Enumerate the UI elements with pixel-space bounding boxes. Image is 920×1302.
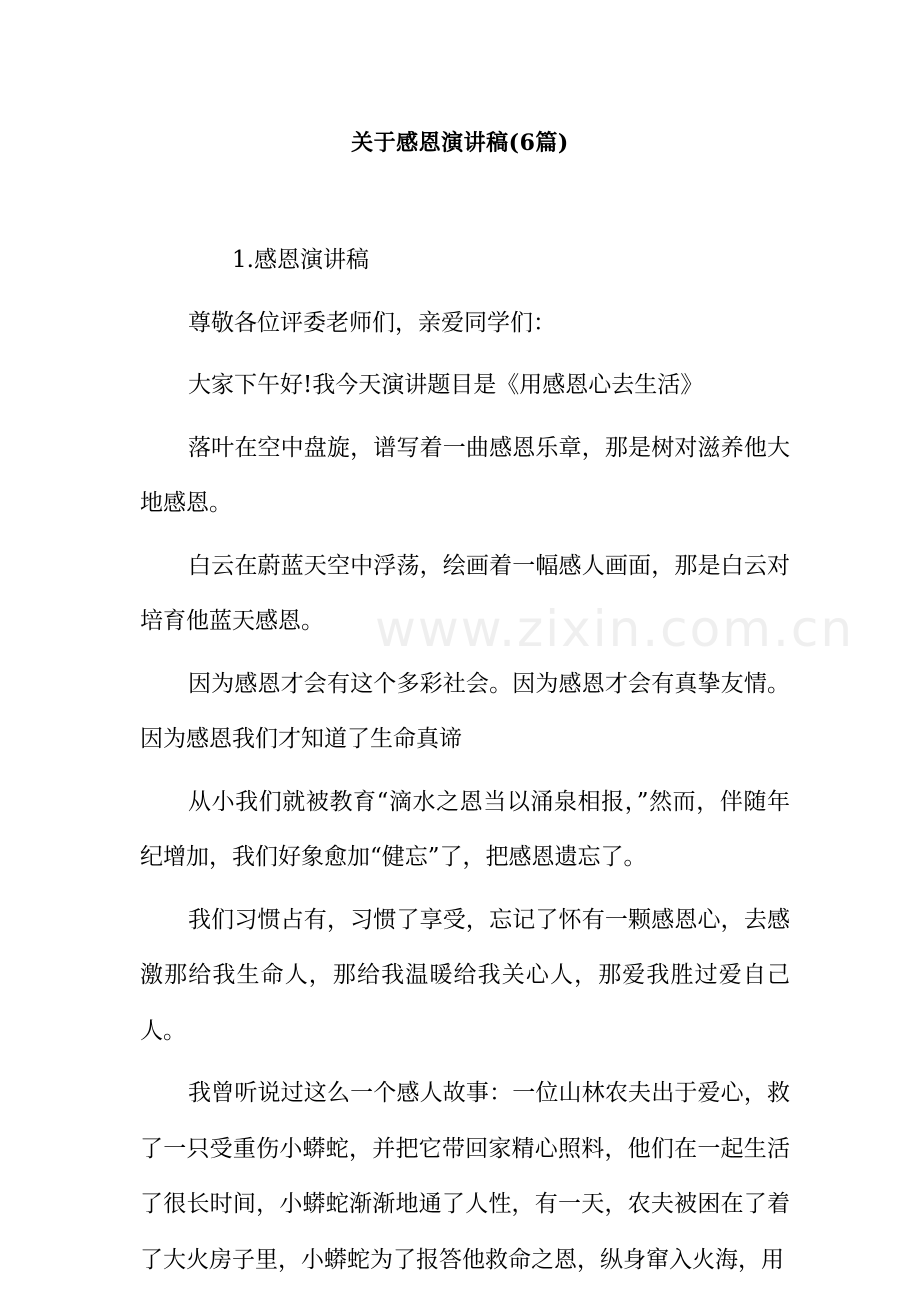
document-title: 关于感恩演讲稿(6篇) xyxy=(351,130,569,156)
body-paragraph: 我们习惯占有，习惯了享受，忘记了怀有一颗感恩心，去感激那给我生命人，那给我温暖给我关心人，那爱我胜过爱自己人。 xyxy=(140,906,790,1044)
greeting-paragraph: 大家下午好!我今天演讲题目是《用感恩心去生活》 xyxy=(188,372,704,398)
body-paragraph: 从小我们就被教育“滴水之恩当以涌泉相报，”然而，伴随年纪增加，我们好象愈加“健忘”了，把感恩遗忘了。 xyxy=(140,788,790,870)
body-paragraph: 我曾听说过这么一个感人故事：一位山林农夫出于爱心，救了一只受重伤小蟒蛇，并把它带回家精心照料，他们在一起生活了很长时间，小蟒蛇渐渐地通了人性，有一天，农夫被困在了着了大火房子里，小蟒蛇为了报答他救命之恩，纵身窜入火海，用 xyxy=(140,1080,790,1273)
salutation: 尊敬各位评委老师们，亲爱同学们： xyxy=(188,309,556,336)
section-heading: 1.感恩演讲稿 xyxy=(232,247,369,273)
body-paragraph: 因为感恩才会有这个多彩社会。因为感恩才会有真挚友情。因为感恩我们才知道了生命真谛 xyxy=(140,670,790,752)
body-paragraph: 白云在蔚蓝天空中浮荡，绘画着一幅感人画面，那是白云对培育他蓝天感恩。 xyxy=(140,552,790,634)
body-paragraph: 落叶在空中盘旋，谱写着一曲感恩乐章，那是树对滋养他大地感恩。 xyxy=(140,434,790,516)
watermark: www.zixin.com.cn xyxy=(375,600,855,658)
document-body xyxy=(140,233,790,1295)
